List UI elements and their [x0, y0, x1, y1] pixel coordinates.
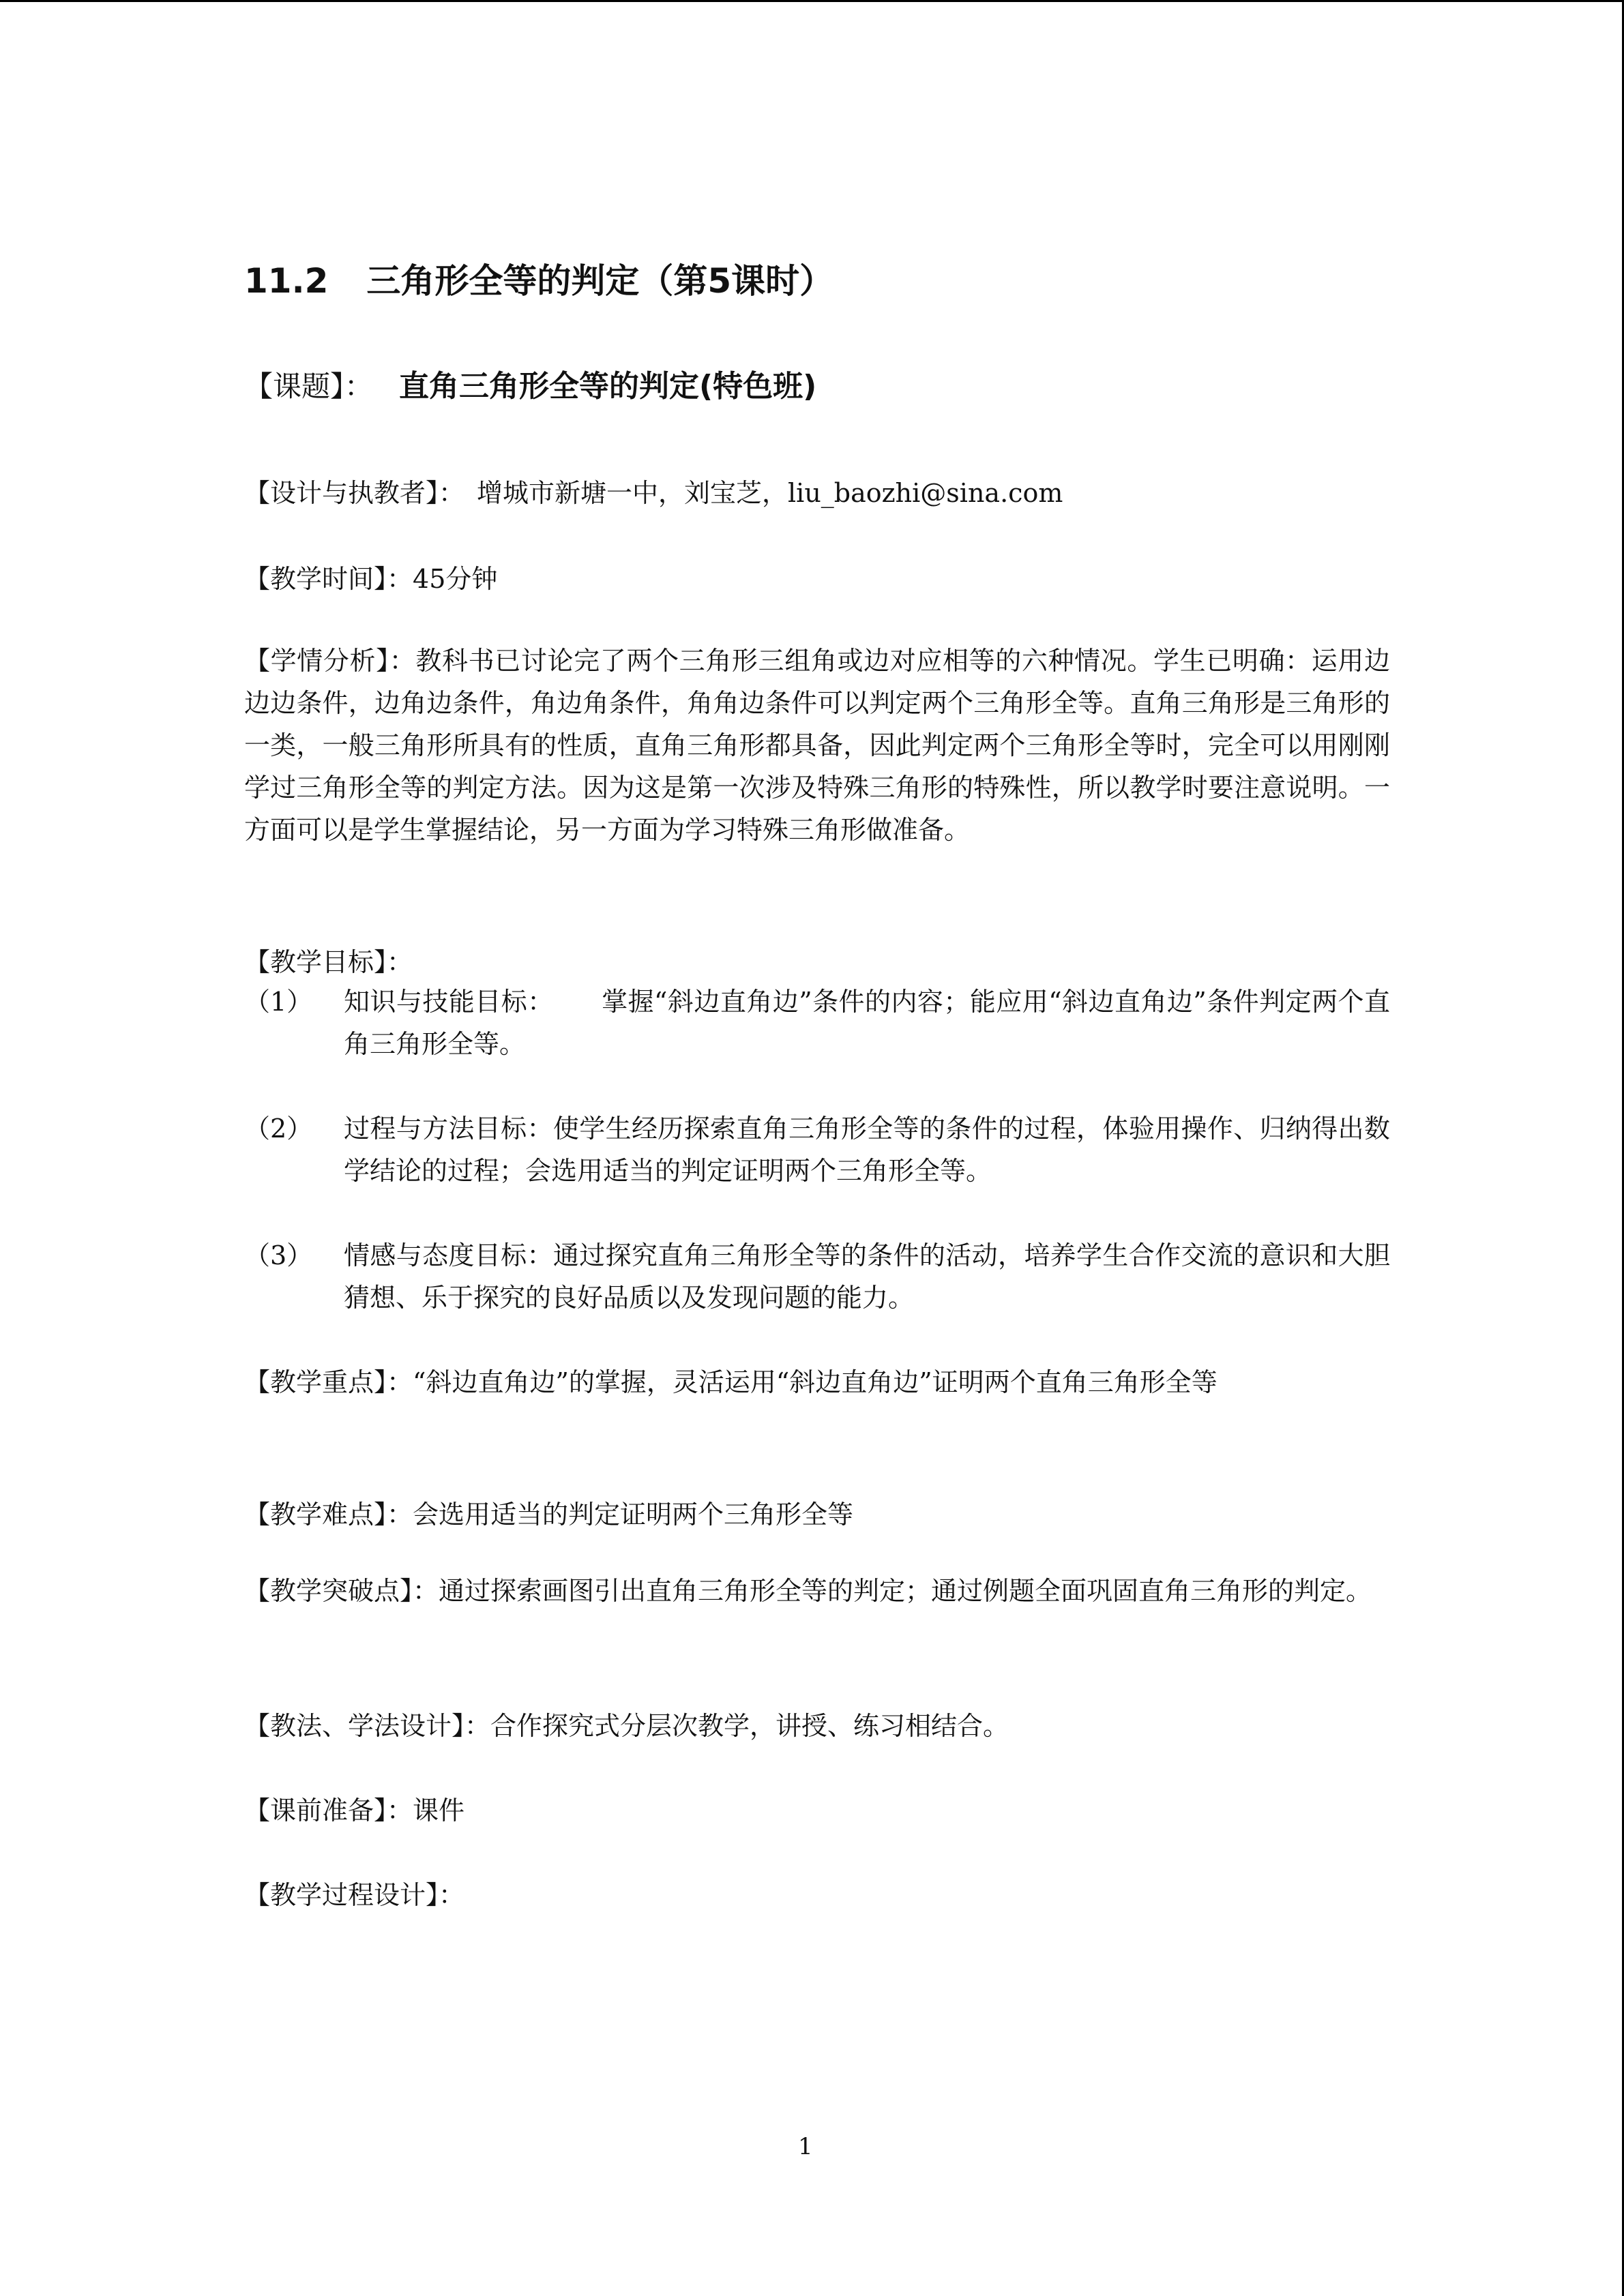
preparation-line	[244, 1789, 464, 1827]
time-label: 【教学时间】：	[244, 564, 413, 594]
methods-label: 【教法、学法设计】：	[244, 1711, 491, 1741]
goal-marker: （3）	[244, 1240, 313, 1270]
time-value: 45分钟	[413, 564, 498, 594]
page-title	[244, 254, 833, 303]
goal-text: 使学生经历探索直角三角形全等的条件的过程，体验用操作、归纳得出数学结论的过程；会选用适当的判定证明两个三角形全等。	[344, 1114, 1390, 1186]
title-text: 三角形全等的判定（第5课时）	[366, 261, 834, 301]
designer-label: 【设计与执教者】：	[244, 478, 465, 508]
goal-item	[244, 1234, 1390, 1319]
analysis-paragraph	[244, 640, 1390, 851]
page-number: 1	[798, 2133, 813, 2160]
difficulties-line	[244, 1493, 853, 1531]
goal-marker: （1）	[244, 987, 313, 1017]
key-points-label: 【教学重点】：	[244, 1367, 413, 1397]
key-points-paragraph	[244, 1361, 1390, 1403]
time-line	[244, 558, 497, 595]
goal-head: 情感与态度目标：	[344, 1240, 553, 1270]
goal-item	[244, 981, 1390, 1065]
subject-label: 【课题】：	[244, 370, 374, 403]
goal-marker: （2）	[244, 1114, 313, 1144]
goal-item	[244, 1107, 1390, 1192]
process-label: 【教学过程设计】：	[244, 1880, 465, 1910]
difficulties-text: 会选用适当的判定证明两个三角形全等	[413, 1500, 854, 1530]
preparation-text: 课件	[413, 1795, 465, 1825]
goals-label: 【教学目标】：	[244, 947, 413, 977]
difficulties-label: 【教学难点】：	[244, 1500, 413, 1530]
top-border	[0, 0, 1624, 2]
methods-text: 合作探究式分层次教学，讲授、练习相结合。	[490, 1711, 1009, 1741]
breakthrough-label: 【教学突破点】：	[244, 1576, 439, 1606]
goals-heading	[244, 941, 413, 979]
subject-value: 直角三角形全等的判定(特色班)	[399, 369, 817, 404]
analysis-label: 【学情分析】：	[244, 646, 416, 676]
goal-head: 知识与技能目标：	[344, 987, 554, 1017]
process-heading	[244, 1874, 464, 1911]
analysis-text: 教科书已讨论完了两个三角形三组角或边对应相等的六种情况。学生已明确：运用边边边条件，边角边条件，角边角条件，角角边条件可以判定两个三角形全等。直角三角形是三角形的一类，一般三角形所具有的性质，直角三角形都具备，因此判定两个三角形全等时，完全可以用刚刚学过三角形全等的判定方法。因为这是第一次涉及特殊三角形的特殊性，所以教学时要注意说明。一方面可以是学生掌握结论，另一方面为学习特殊三角形做准备。	[244, 646, 1390, 845]
goal-head: 过程与方法目标：	[344, 1114, 553, 1144]
key-points-text: “斜边直角边”的掌握，灵活运用“斜边直角边”证明两个直角三角形全等	[413, 1367, 1217, 1397]
designer-line	[244, 472, 1063, 509]
methods-line	[244, 1705, 1009, 1742]
designer-value: 增城市新塘一中，刘宝芝，liu_baozhi@sina.com	[477, 478, 1063, 508]
goal-text: 通过探究直角三角形全等的条件的活动，培养学生合作交流的意识和大胆猜想、乐于探究的良好品质以及发现问题的能力。	[344, 1240, 1390, 1313]
section-number: 11.2	[244, 261, 329, 301]
breakthrough-paragraph	[244, 1570, 1390, 1612]
breakthrough-text: 通过探索画图引出直角三角形全等的判定；通过例题全面巩固直角三角形的判定。	[439, 1576, 1372, 1606]
subject-line	[244, 361, 816, 405]
preparation-label: 【课前准备】：	[244, 1795, 413, 1825]
goal-text: 掌握“斜边直角边”条件的内容；能应用“斜边直角边”条件判定两个直角三角形全等。	[344, 987, 1390, 1059]
